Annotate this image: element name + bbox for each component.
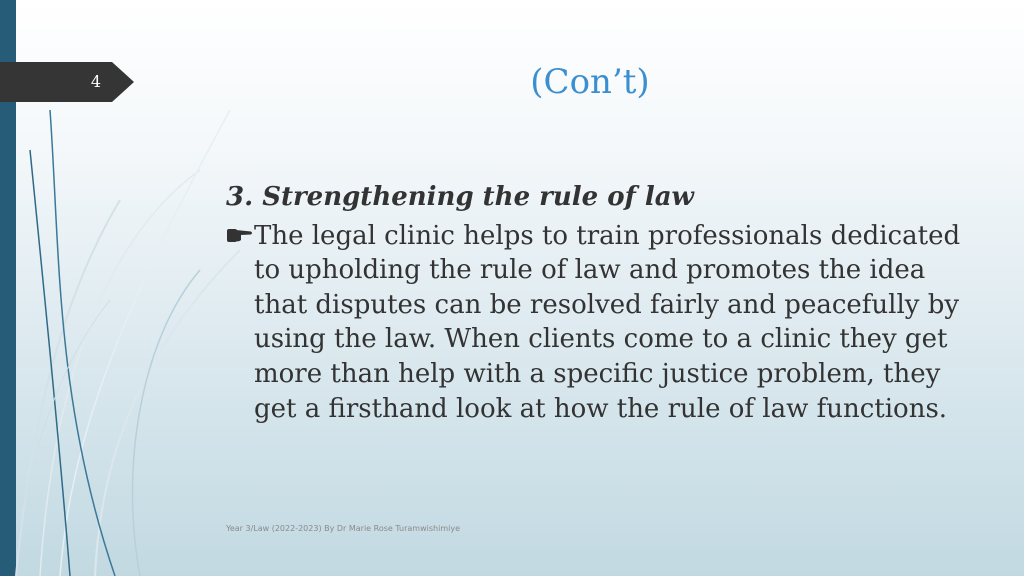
slide-body [226, 180, 986, 426]
bullet-text: The legal clinic helps to train professionals dedicated to upholding the rule of law and promotes the idea that disputes can be resolved fairly and peacefully by using the law. When clients come to a clinic they get more than help with a specific justice problem, they get a firsthand look at how the rule of law functions. [254, 220, 961, 424]
bullet-item [226, 219, 986, 427]
footer-text: Year 3/Law (2022-2023) By Dr Marie Rose Turamwishimiye [226, 524, 460, 533]
section-heading: 3. Strengthening the rule of law [226, 182, 694, 212]
slide-title: (Con’t) [530, 62, 650, 102]
slide-number: 4 [90, 72, 102, 91]
hand-pointing-right-icon [226, 219, 254, 253]
